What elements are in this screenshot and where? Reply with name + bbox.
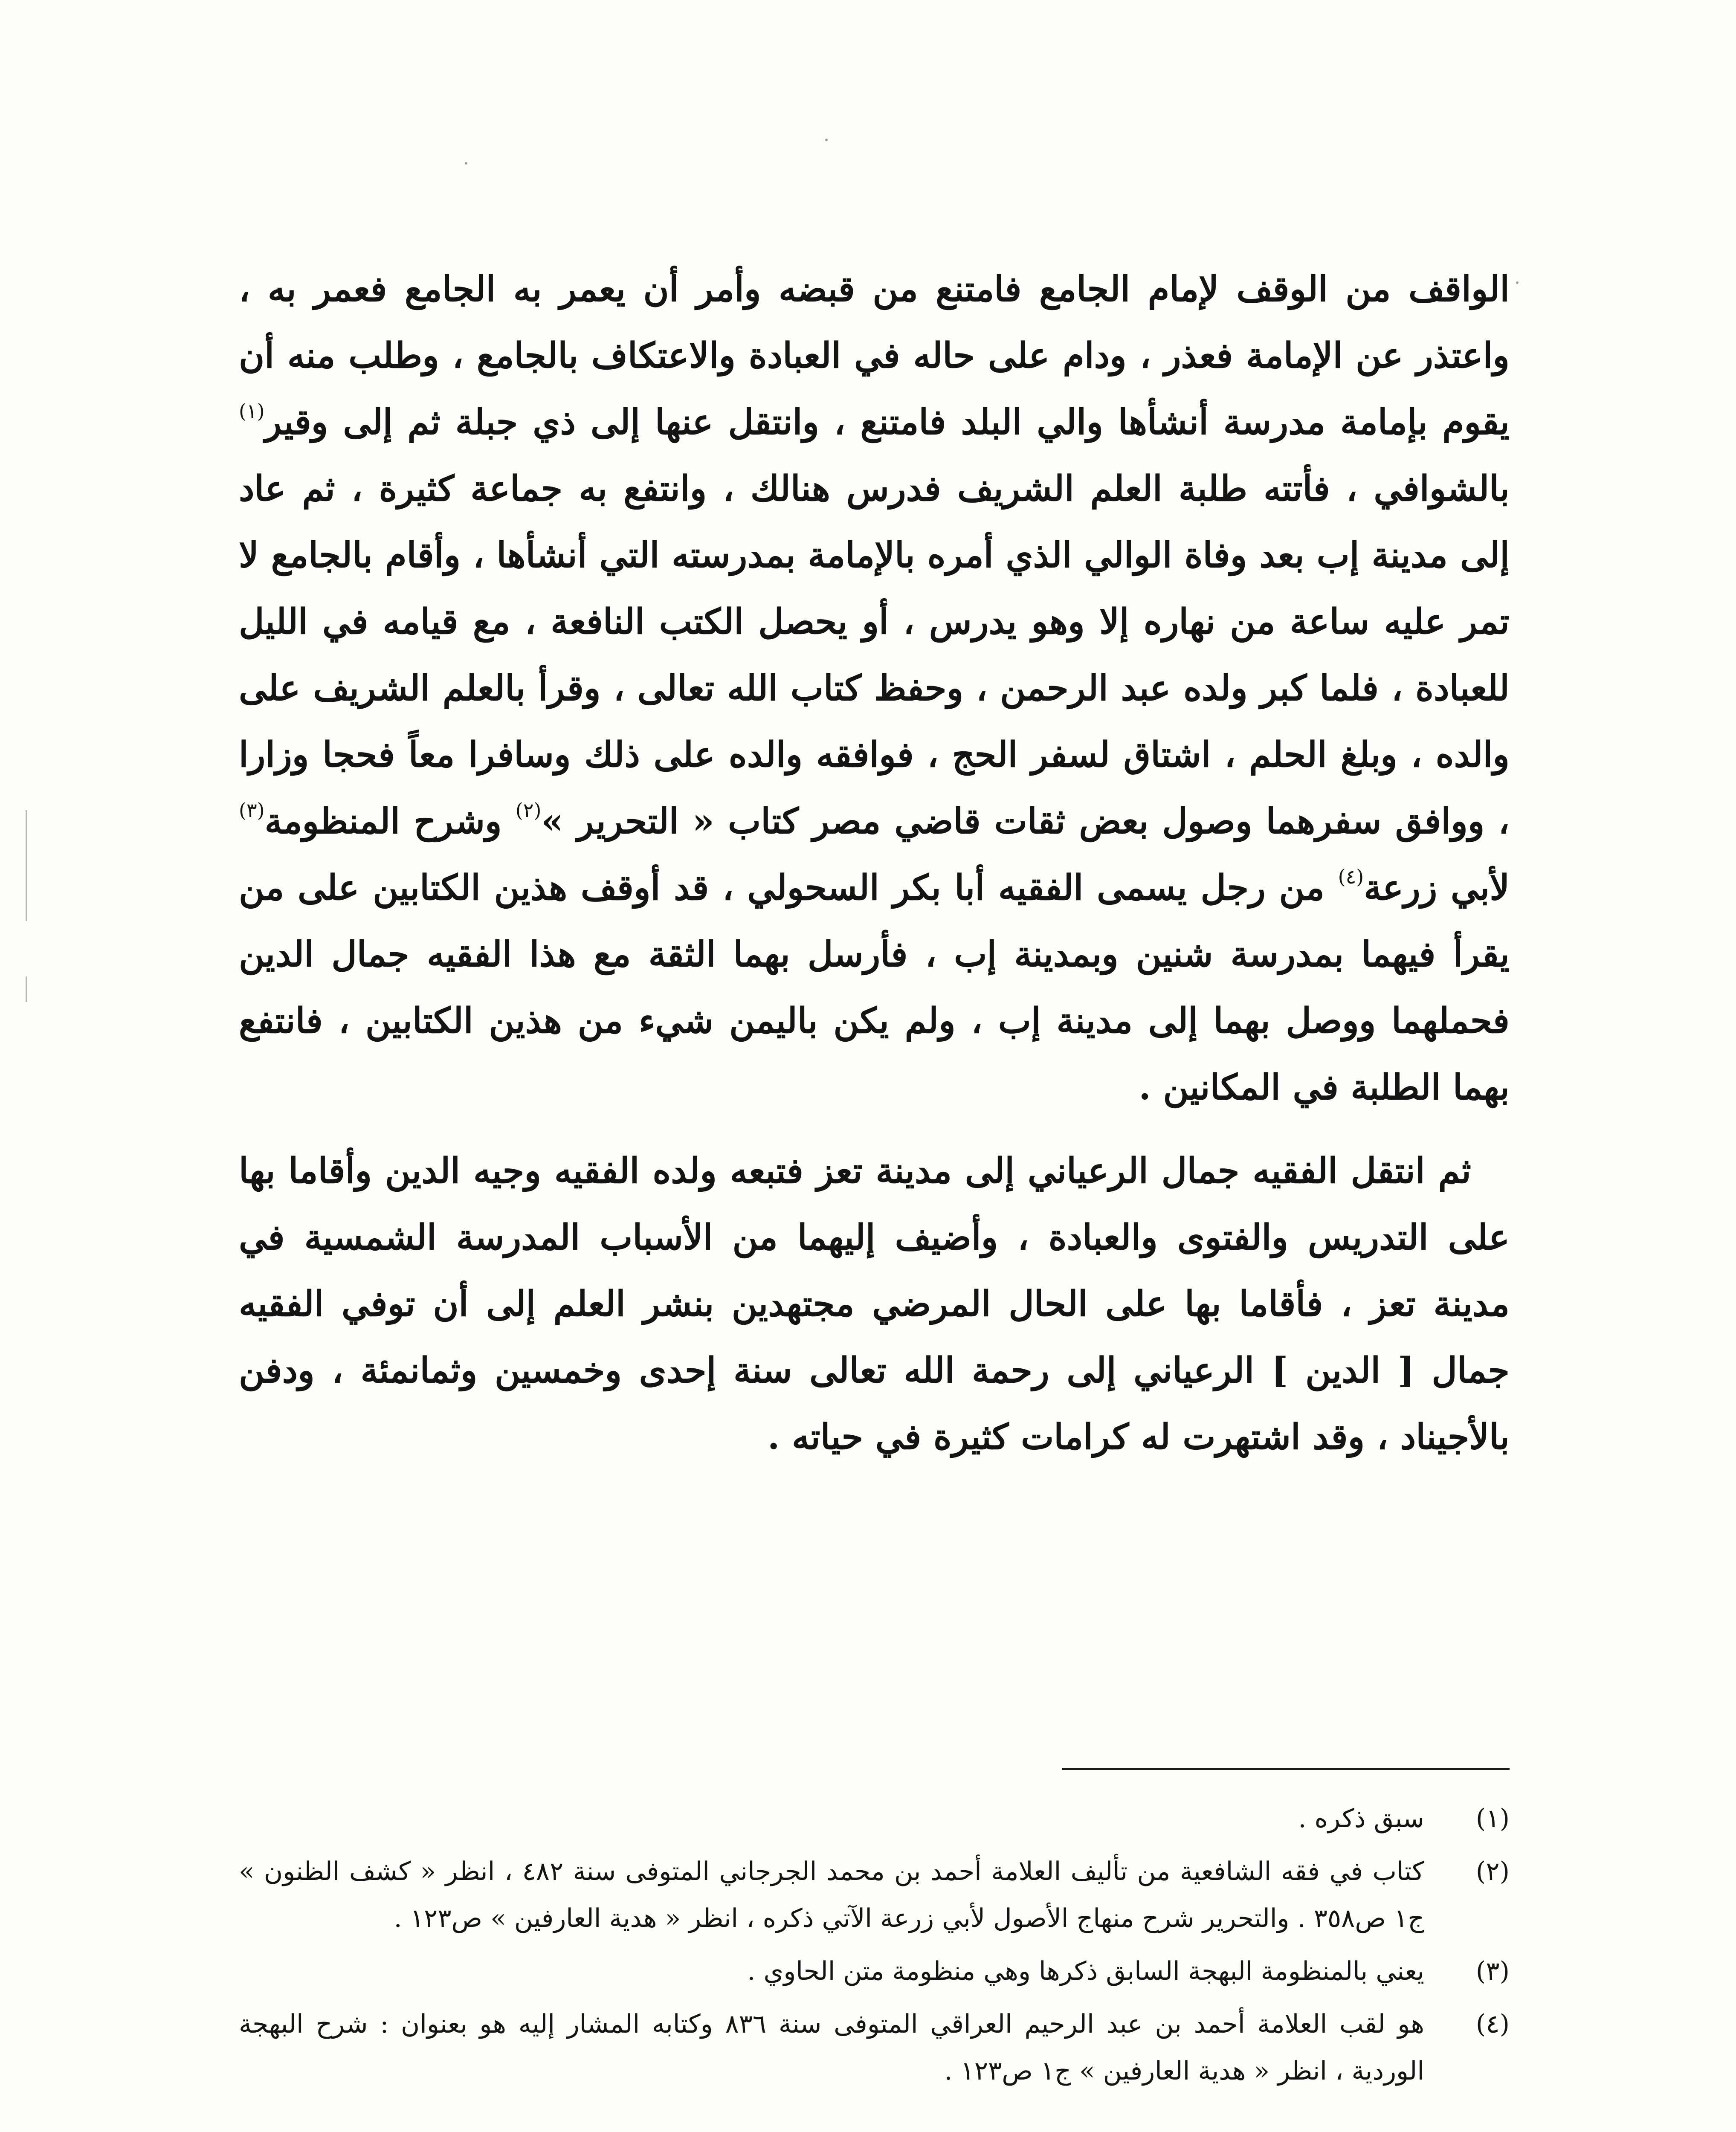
paragraph-1-text: من رجل يسمى الفقيه أبا بكر السحولي ، قد أوقف هذين الكتابين على من يقرأ فيهما بمدرسة شنين وبمدينة إب ، فأرسل بهما الثقة مع هذا الفقيه جمال الدين فحملهما ووصل بهما إلى مدينة إب ، ولم يكن باليمن شيء من هذين الكتابين ، فانتفع بهما الطلبة في المكانين . (239, 867, 1510, 1108)
scan-margin-mark (26, 810, 27, 921)
footnote-number: (١) (1475, 1804, 1510, 1834)
footnote-text: هو لقب العلامة أحمد بن عبد الرحيم العراقي المتوفى سنة ٨٣٦ وكتابه المشار إليه هو بعنوان : شرح البهجة الوردية ، انظر « هدية العارفين » ج١ ص١٢٣ . (239, 2009, 1424, 2086)
scan-speck (465, 162, 467, 165)
footnote-text: كتاب في فقه الشافعية من تأليف العلامة أحمد بن محمد الجرجاني المتوفى سنة ٤٨٢ ، انظر « كشف الظنون » ج١ ص٣٥٨ . والتحرير شرح منهاج الأصول لأبي زرعة الآتي ذكره ، انظر « هدية العارفين » ص١٢٣ . (239, 1857, 1424, 1933)
footnotes (239, 1795, 1510, 2100)
footnote-text: سبق ذكره . (1298, 1804, 1424, 1834)
footnote-separator (1062, 1768, 1510, 1770)
footnote (239, 1795, 1510, 1842)
footnote-ref-4: (٤) (1338, 865, 1364, 888)
scan-speck (1516, 281, 1519, 284)
paragraph-1-text: لأبي زرعة (1364, 867, 1510, 908)
paragraph-1-text: بالشوافي ، فأتته طلبة العلم الشريف فدرس هنالك ، وانتفع به جماعة كثيرة ، ثم عاد إلى مدينة إب بعد وفاة الوالي الذي أمره بالإمامة بمدرسته التي أنشأها ، وأقام بالجامع لا تمر عليه ساعة من نهاره إلا وهو يدرس ، أو يحصل الكتب النافعة ، مع قيامه في الليل للعبادة ، فلما كبر ولده عبد الرحمن ، وحفظ كتاب الله تعالى ، وقرأ بالعلم الشريف على والده ، وبلغ الحلم ، اشتاق لسفر الحج ، فوافقه والده على ذلك وسافرا معاً فحجا وزارا ، ووافق سفرهما وصول بعض ثقات قاضي مصر كتاب « التحرير » (239, 468, 1510, 842)
footnote-ref-3: (٣) (239, 799, 265, 822)
footnote-number: (٤) (1475, 2009, 1510, 2039)
footnote-ref-2: (٢) (515, 799, 542, 822)
footnote-number: (٢) (1475, 1857, 1510, 1886)
footnote-number: (٣) (1475, 1956, 1510, 1986)
paragraph-1 (239, 256, 1510, 1121)
scan-margin-mark (26, 976, 27, 1002)
scan-speck (825, 139, 828, 141)
paragraph-2: ثم انتقل الفقيه جمال الرعياني إلى مدينة تعز فتبعه ولده الفقيه وجيه الدين وأقاما بها على التدريس والفتوى والعبادة ، وأضيف إليهما من الأسباب المدرسة الشمسية في مدينة تعز ، فأقاما بها على الحال المرضي مجتهدين بنشر العلم إلى أن توفي الفقيه جمال [ الدين ] الرعياني إلى رحمة الله تعالى سنة إحدى وخمسين وثمانمئة ، ودفن بالأجيناد ، وقد اشتهرت له كرامات كثيرة في حياته . (239, 1150, 1510, 1457)
footnote (239, 2001, 1510, 2094)
paragraph-1-text: وشرح المنظومة (264, 801, 516, 842)
main-text (239, 256, 1510, 1470)
footnote-ref-1: (١) (239, 400, 265, 423)
footnote (239, 1948, 1510, 1995)
footnote-text: يعني بالمنظومة البهجة السابق ذكرها وهي منظومة متن الحاوي . (747, 1956, 1424, 1986)
footnote (239, 1848, 1510, 1942)
paragraph-1-text: الواقف من الوقف لإمام الجامع فامتنع من قبضه وأمر أن يعمر به الجامع فعمر به ، واعتذر عن الإمامة فعذر ، ودام على حاله في العبادة والاعتكاف بالجامع ، وطلب منه أن يقوم بإمامة مدرسة أنشأها والي البلد فامتنع ، وانتقل عنها إلى ذي جبلة ثم إلى وقير (239, 269, 1510, 443)
